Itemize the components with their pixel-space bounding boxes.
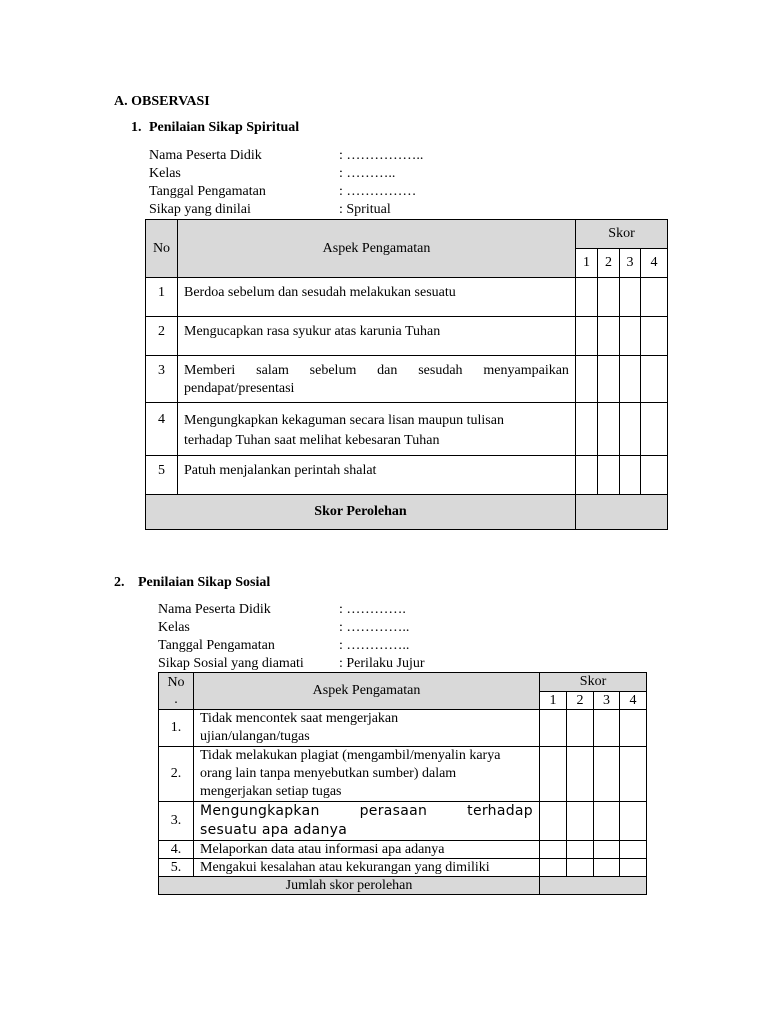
score-cell[interactable] bbox=[620, 317, 641, 356]
score-cell[interactable] bbox=[620, 403, 641, 456]
row-aspek-line-2: terhadap Tuhan saat melihat kebesaran Tuhan bbox=[184, 433, 440, 448]
word: salam bbox=[256, 363, 289, 378]
score-cell[interactable] bbox=[567, 802, 594, 841]
table-header-row bbox=[146, 220, 668, 249]
score-cell[interactable] bbox=[598, 456, 620, 495]
table-row bbox=[159, 841, 647, 859]
row-no: 1. bbox=[159, 710, 194, 747]
table-header-row bbox=[159, 673, 647, 692]
footer-label: Jumlah skor perolehan bbox=[159, 877, 540, 895]
header-score-2: 2 bbox=[567, 691, 594, 710]
info-value: : …………. bbox=[339, 602, 406, 617]
info-value: : …………….. bbox=[339, 148, 424, 163]
info-row bbox=[158, 619, 425, 637]
score-cell[interactable] bbox=[620, 278, 641, 317]
score-cell[interactable] bbox=[620, 710, 647, 747]
info-value: : …………… bbox=[339, 184, 417, 199]
info-row bbox=[149, 183, 423, 201]
score-cell[interactable] bbox=[567, 859, 594, 877]
row-aspek-line-1: Tidak mencontek saat mengerjakan bbox=[200, 711, 399, 726]
row-no: 2. bbox=[159, 747, 194, 802]
score-cell[interactable] bbox=[641, 278, 668, 317]
header-score-4: 4 bbox=[620, 691, 647, 710]
row-no: 3 bbox=[146, 356, 178, 403]
info-label: Kelas bbox=[149, 166, 181, 181]
score-cell[interactable] bbox=[567, 710, 594, 747]
score-cell[interactable] bbox=[594, 747, 620, 802]
row-no: 5 bbox=[146, 456, 178, 495]
row-aspek: Mengucapkan rasa syukur atas karunia Tuhan bbox=[178, 317, 576, 356]
score-cell[interactable] bbox=[540, 841, 567, 859]
info-value: : ……….. bbox=[339, 166, 396, 181]
header-no-line-2: . bbox=[174, 692, 178, 707]
row-aspek-line-1 bbox=[184, 362, 569, 380]
spiritual-info bbox=[149, 147, 423, 219]
info-label: Sikap Sosial yang diamati bbox=[158, 656, 304, 671]
score-cell[interactable] bbox=[620, 859, 647, 877]
row-aspek: Melaporkan data atau informasi apa adanya bbox=[194, 841, 540, 859]
score-cell[interactable] bbox=[641, 456, 668, 495]
score-cell[interactable] bbox=[540, 859, 567, 877]
row-aspek bbox=[194, 747, 540, 802]
score-cell[interactable] bbox=[594, 841, 620, 859]
sosial-heading-text: Penilaian Sikap Sosial bbox=[138, 575, 271, 590]
row-aspek-line-3: mengerjakan setiap tugas bbox=[200, 784, 342, 799]
header-skor: Skor bbox=[540, 673, 647, 692]
row-no: 1 bbox=[146, 278, 178, 317]
row-aspek: Berdoa sebelum dan sesudah melakukan sesuatu bbox=[178, 278, 576, 317]
info-row bbox=[149, 165, 423, 183]
score-cell[interactable] bbox=[594, 802, 620, 841]
score-cell[interactable] bbox=[598, 356, 620, 403]
row-aspek bbox=[194, 802, 540, 841]
score-cell[interactable] bbox=[540, 747, 567, 802]
row-aspek-line-1 bbox=[200, 802, 533, 821]
word: Memberi bbox=[184, 363, 236, 378]
info-value: : Spritual bbox=[339, 202, 391, 217]
score-cell[interactable] bbox=[641, 403, 668, 456]
sosial-heading-number: 2. bbox=[114, 575, 125, 590]
info-row bbox=[158, 655, 425, 673]
table-row bbox=[146, 403, 668, 456]
row-no: 2 bbox=[146, 317, 178, 356]
table-footer-row bbox=[146, 495, 668, 530]
score-cell[interactable] bbox=[641, 356, 668, 403]
score-cell[interactable] bbox=[620, 747, 647, 802]
info-label: Tanggal Pengamatan bbox=[149, 184, 266, 199]
row-aspek-line-2: orang lain tanpa menyebutkan sumber) dalam bbox=[200, 766, 457, 781]
score-cell[interactable] bbox=[620, 356, 641, 403]
info-value: : ………….. bbox=[339, 638, 410, 653]
spiritual-heading-text: Penilaian Sikap Spiritual bbox=[149, 120, 300, 135]
score-cell[interactable] bbox=[598, 278, 620, 317]
score-cell[interactable] bbox=[540, 802, 567, 841]
score-cell[interactable] bbox=[598, 403, 620, 456]
table-row bbox=[159, 747, 647, 802]
word: terhadap bbox=[467, 803, 533, 819]
info-row bbox=[149, 147, 423, 165]
info-row bbox=[158, 601, 425, 619]
sosial-info bbox=[158, 601, 425, 673]
score-cell[interactable] bbox=[576, 456, 598, 495]
section-title: A. OBSERVASI bbox=[114, 94, 210, 109]
header-score-3: 3 bbox=[594, 691, 620, 710]
row-aspek bbox=[194, 710, 540, 747]
sosial-heading bbox=[114, 575, 270, 591]
info-label: Nama Peserta Didik bbox=[149, 148, 262, 163]
table-row bbox=[146, 278, 668, 317]
info-value: : Perilaku Jujur bbox=[339, 656, 425, 671]
footer-total-cell[interactable] bbox=[576, 495, 668, 530]
footer-total-cell[interactable] bbox=[540, 877, 647, 895]
header-no-line-1: No bbox=[167, 675, 185, 690]
table-footer-row bbox=[159, 877, 647, 895]
word: perasaan bbox=[359, 803, 428, 819]
header-score-1: 1 bbox=[540, 691, 567, 710]
info-label: Sikap yang dinilai bbox=[149, 202, 251, 217]
header-aspek: Aspek Pengamatan bbox=[178, 220, 576, 278]
row-aspek-line-1: Tidak melakukan plagiat (mengambil/menyalin karya bbox=[200, 748, 501, 763]
score-cell[interactable] bbox=[598, 317, 620, 356]
sosial-table bbox=[158, 672, 647, 895]
header-score-1: 1 bbox=[576, 249, 598, 278]
score-cell[interactable] bbox=[594, 859, 620, 877]
row-aspek: Patuh menjalankan perintah shalat bbox=[178, 456, 576, 495]
word: menyampaikan bbox=[483, 363, 569, 378]
row-aspek-line-2: pendapat/presentasi bbox=[184, 381, 295, 396]
header-score-2: 2 bbox=[598, 249, 620, 278]
header-aspek: Aspek Pengamatan bbox=[194, 673, 540, 710]
header-skor: Skor bbox=[576, 220, 668, 249]
spiritual-table bbox=[145, 219, 668, 530]
table-row bbox=[146, 317, 668, 356]
info-label: Tanggal Pengamatan bbox=[158, 638, 275, 653]
spiritual-heading-number: 1. bbox=[131, 120, 142, 135]
score-cell[interactable] bbox=[576, 278, 598, 317]
score-cell[interactable] bbox=[567, 841, 594, 859]
table-row bbox=[159, 802, 647, 841]
info-value: : ………….. bbox=[339, 620, 410, 635]
table-row bbox=[159, 710, 647, 747]
table-row bbox=[146, 456, 668, 495]
header-score-3: 3 bbox=[620, 249, 641, 278]
header-no bbox=[159, 673, 194, 710]
row-aspek-line-2: sesuatu apa adanya bbox=[200, 822, 348, 838]
word: sesudah bbox=[418, 363, 463, 378]
score-cell[interactable] bbox=[540, 710, 567, 747]
info-label: Kelas bbox=[158, 620, 190, 635]
info-row bbox=[149, 201, 423, 219]
word: Mengungkapkan bbox=[200, 803, 320, 819]
table-row bbox=[146, 356, 668, 403]
spiritual-heading bbox=[131, 120, 299, 136]
row-no: 4 bbox=[146, 403, 178, 456]
word: sebelum bbox=[309, 363, 357, 378]
score-cell[interactable] bbox=[620, 802, 647, 841]
score-cell[interactable] bbox=[576, 317, 598, 356]
row-no: 3. bbox=[159, 802, 194, 841]
row-aspek: Mengakui kesalahan atau kekurangan yang dimiliki bbox=[194, 859, 540, 877]
score-cell[interactable] bbox=[620, 456, 641, 495]
header-no: No bbox=[146, 220, 178, 278]
row-no: 4. bbox=[159, 841, 194, 859]
info-row bbox=[158, 637, 425, 655]
score-cell[interactable] bbox=[576, 356, 598, 403]
score-cell[interactable] bbox=[567, 747, 594, 802]
score-cell[interactable] bbox=[594, 710, 620, 747]
row-aspek bbox=[178, 403, 576, 456]
score-cell[interactable] bbox=[576, 403, 598, 456]
score-cell[interactable] bbox=[641, 317, 668, 356]
row-aspek-line-2: ujian/ulangan/tugas bbox=[200, 729, 310, 744]
row-aspek bbox=[178, 356, 576, 403]
table-row bbox=[159, 859, 647, 877]
info-label: Nama Peserta Didik bbox=[158, 602, 271, 617]
header-score-4: 4 bbox=[641, 249, 668, 278]
row-no: 5. bbox=[159, 859, 194, 877]
score-cell[interactable] bbox=[620, 841, 647, 859]
footer-label: Skor Perolehan bbox=[146, 495, 576, 530]
word: dan bbox=[377, 363, 398, 378]
row-aspek-line-1: Mengungkapkan kekaguman secara lisan maupun tulisan bbox=[184, 413, 504, 428]
